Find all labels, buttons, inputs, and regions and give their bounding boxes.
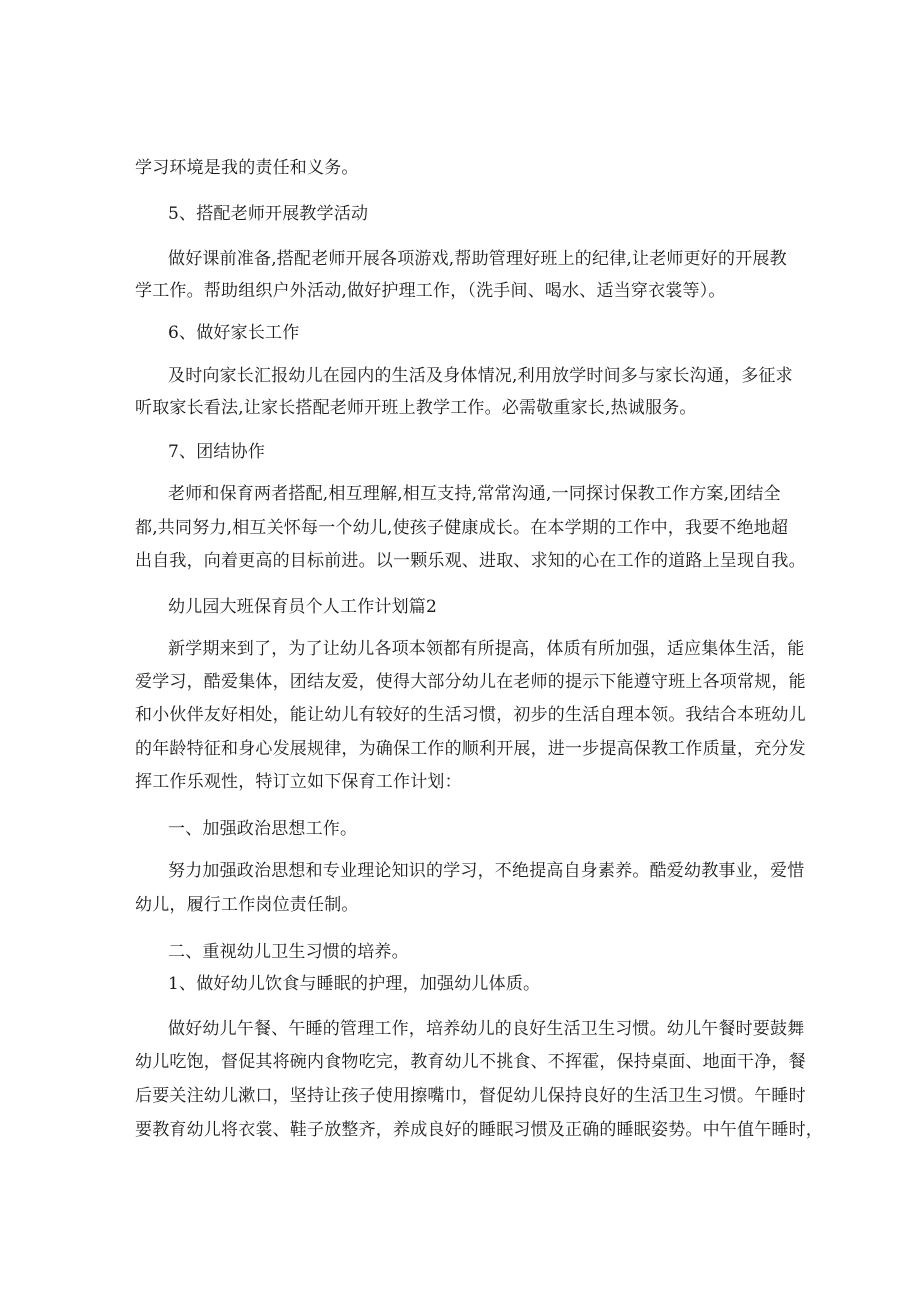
text-line: 出自我，向着更高的目标前进。以一颗乐观、进取、求知的心在工作的道路上呈现自我。 — [135, 551, 806, 571]
text-line: 做好课前准备,搭配老师开展各项游戏,帮助管理好班上的纪律,让老师更好的开展教 — [168, 249, 787, 269]
text-line: 都,共同努力,相互关怀每一个幼儿,使孩子健康成长。在本学期的工作中，我要不绝地超 — [135, 518, 789, 538]
text-line: 幼儿，履行工作岗位责任制。 — [135, 895, 359, 915]
text-line: 及时向家长汇报幼儿在园内的生活及身体情况,利用放学时间多与家长沟通，多征求 — [168, 366, 793, 386]
text-line: 新学期来到了，为了让幼儿各项本领都有所提高，体质有所加强，适应集体生活，能 — [168, 639, 805, 659]
text-line: 听取家长看法,让家长搭配老师开班上教学工作。必需敬重家长,热诚服务。 — [135, 398, 697, 418]
text-line: 学工作。帮助组织户外活动,做好护理工作，（洗手间、喝水、适当穿衣裳等）。 — [135, 281, 726, 301]
text-line: 后要关注幼儿漱口，坚持让孩子使用擦嘴巾，督促幼儿保持良好的生活卫生习惯。午睡时 — [135, 1086, 806, 1106]
text-line: 要教育幼儿将衣裳、鞋子放整齐，养成良好的睡眠习惯及正确的睡眠姿势。中午值午睡时， — [135, 1120, 823, 1140]
section-heading: 7、团结协作 — [168, 442, 266, 462]
section-heading: 1、做好幼儿饮食与睡眠的护理，加强幼儿体质。 — [168, 974, 541, 994]
document-title: 幼儿园大班保育员个人工作计划篇2 — [168, 597, 438, 617]
text-line: 努力加强政治思想和专业理论知识的学习，不绝提高自身素养。酷爱幼教事业，爱惜 — [168, 861, 805, 881]
text-line: 挥工作乐观性，特订立如下保育工作计划： — [135, 772, 462, 792]
section-heading: 5、搭配老师开展教学活动 — [168, 204, 369, 224]
section-heading: 一、加强政治思想工作。 — [168, 819, 358, 839]
section-heading: 6、做好家长工作 — [168, 323, 300, 343]
text-line: 学习环境是我的责任和义务。 — [135, 158, 359, 178]
text-line: 和小伙伴友好相处，能让幼儿有较好的生活习惯，初步的生活自理本领。我结合本班幼儿 — [135, 705, 806, 725]
text-line: 老师和保育两者搭配,相互理解,相互支持,常常沟通,一同探讨保教工作方案,团结全 — [168, 484, 781, 504]
text-line: 爱学习，酷爱集体，团结友爱，使得大部分幼儿在老师的提示下能遵守班上各项常规，能 — [135, 672, 806, 692]
text-line: 做好幼儿午餐、午睡的管理工作，培养幼儿的良好生活卫生习惯。幼儿午餐时要鼓舞 — [168, 1019, 805, 1039]
section-heading: 二、重视幼儿卫生习惯的培养。 — [168, 942, 409, 962]
text-line: 的年龄特征和身心发展规律，为确保工作的顺利开展，进一步提高保教工作质量，充分发 — [135, 739, 806, 759]
text-line: 幼儿吃饱，督促其将碗内食物吃完，教育幼儿不挑食、不挥霍，保持桌面、地面干净，餐 — [135, 1052, 806, 1072]
